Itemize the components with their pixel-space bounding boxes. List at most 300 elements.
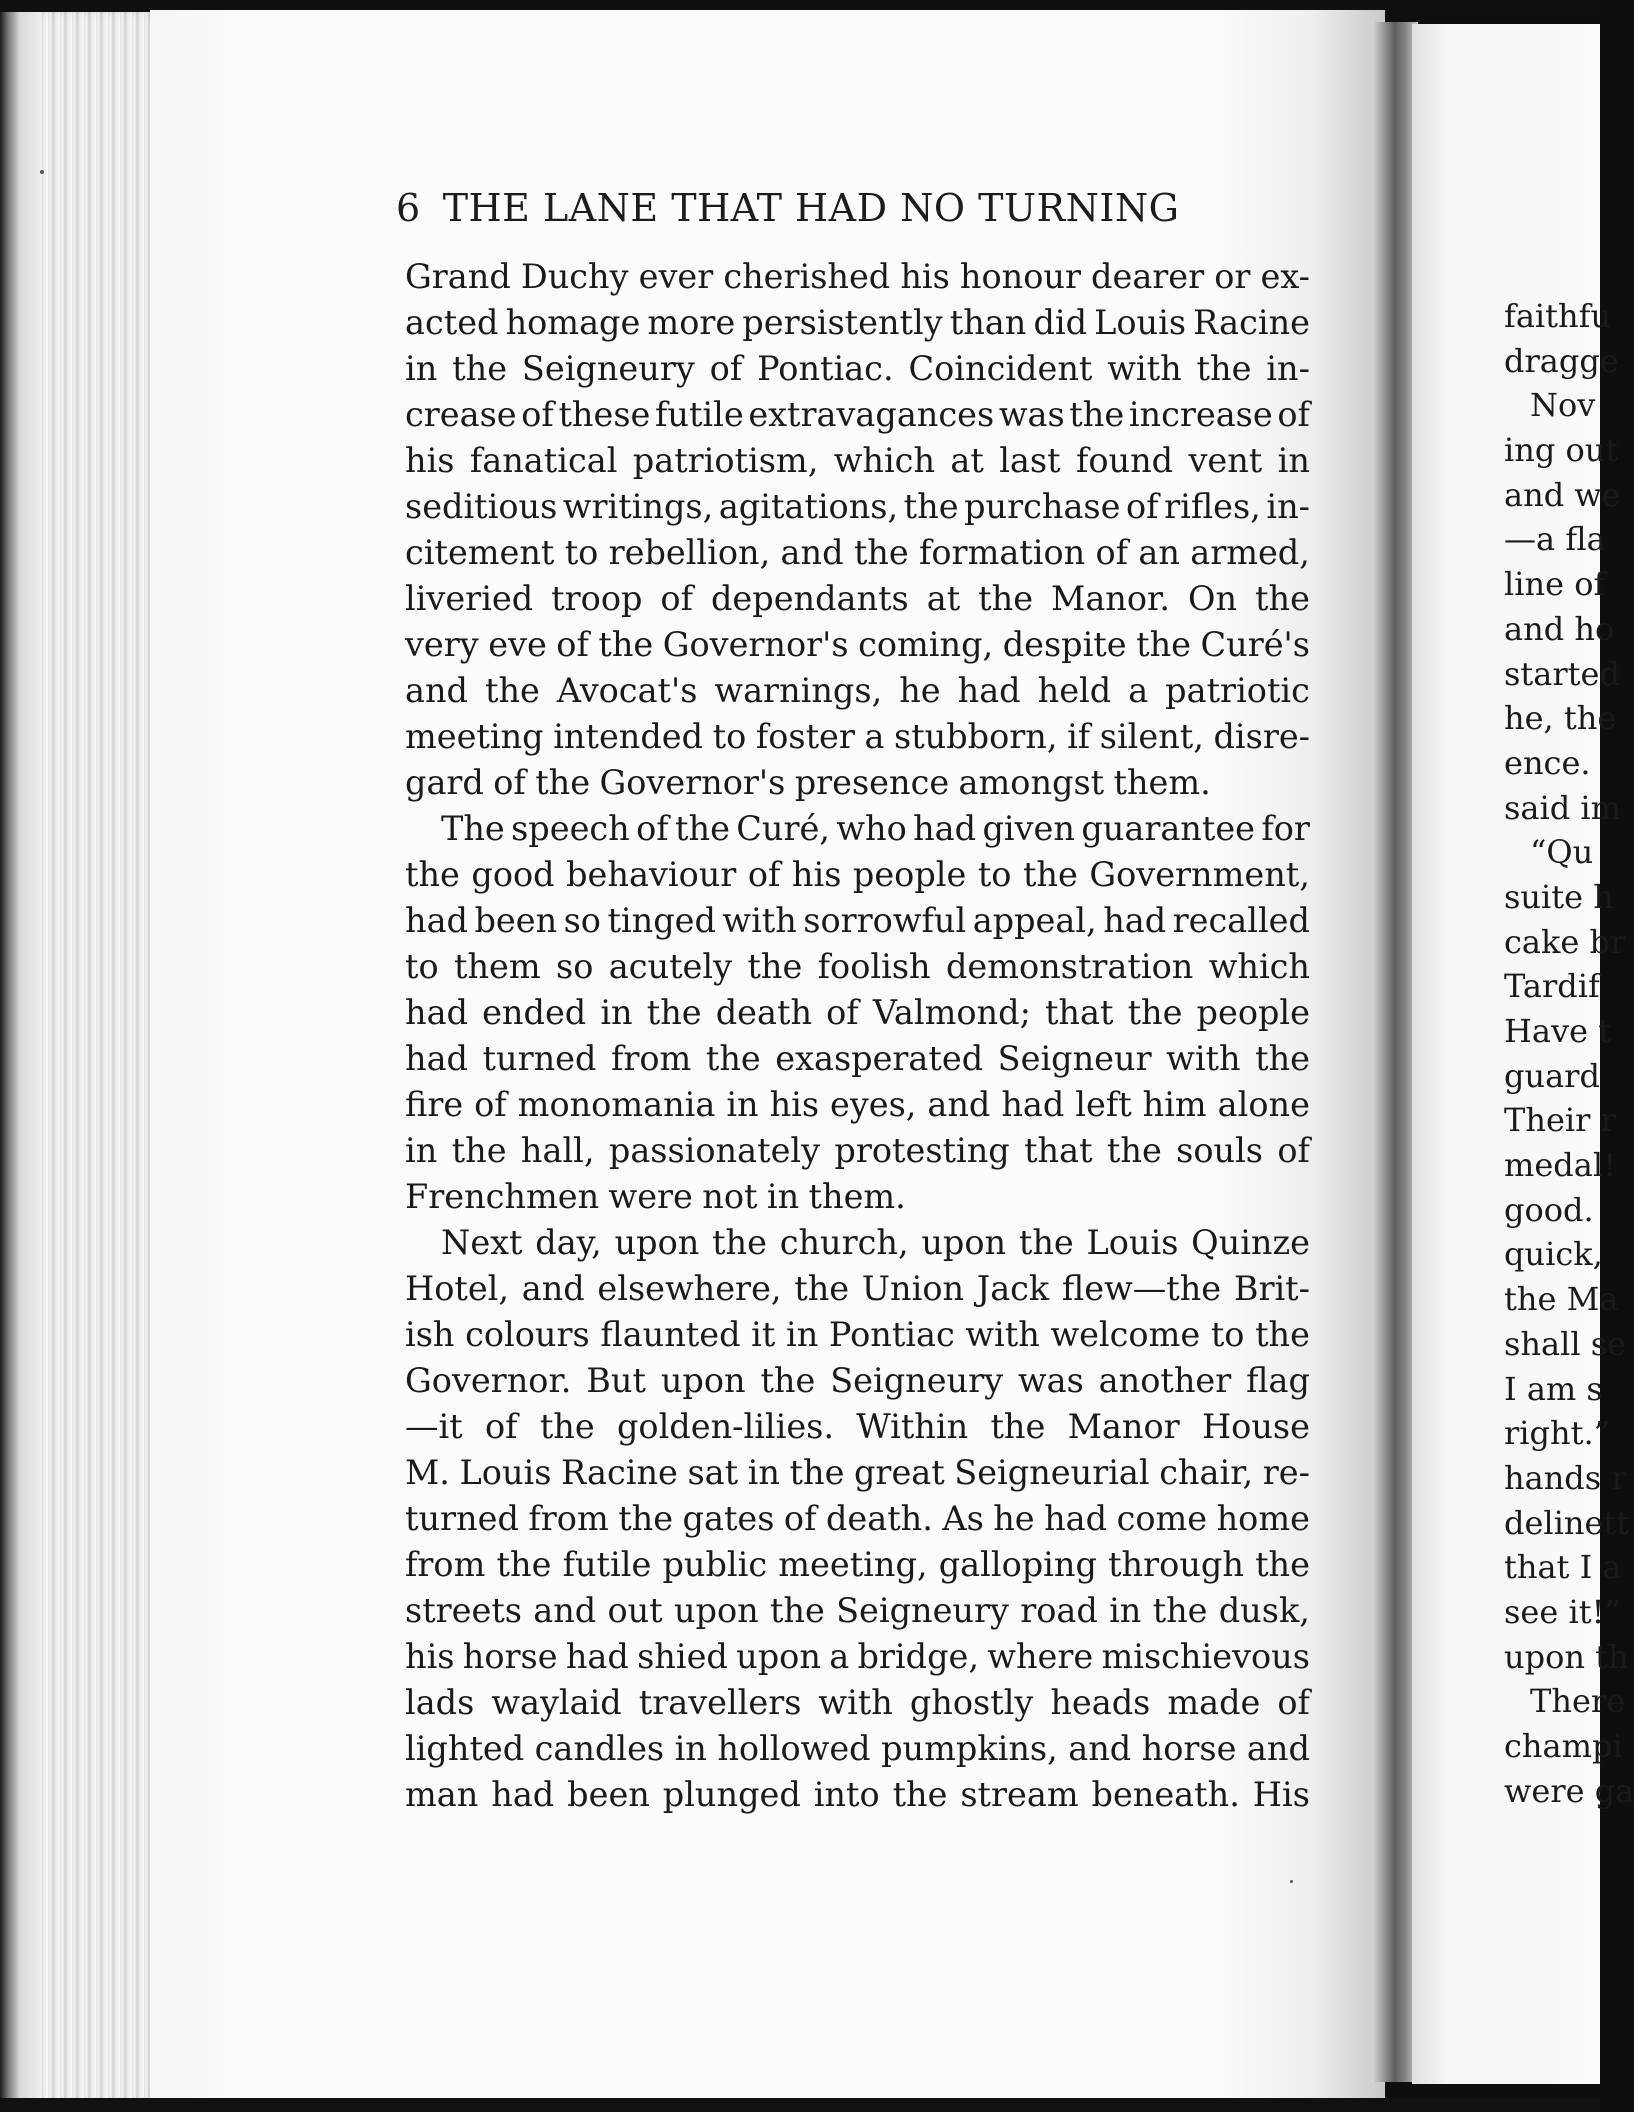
word: so (563, 901, 601, 940)
word: of (521, 395, 554, 434)
facing-text-fragment: see it!” (1504, 1592, 1621, 1631)
word: the (485, 671, 540, 710)
word: in (785, 1315, 819, 1354)
word: day, (535, 1223, 602, 1262)
word: monomania (517, 1085, 716, 1124)
text-line (405, 1634, 1310, 1680)
word: ever (638, 257, 714, 296)
word: travellers (638, 1683, 802, 1722)
word: Within (856, 1407, 969, 1446)
word: foster (755, 717, 855, 756)
word: at (926, 579, 961, 618)
word: despite (1002, 625, 1127, 664)
word: which (1208, 947, 1310, 986)
word: pumpkins, (881, 1729, 1058, 1768)
facing-page (1412, 24, 1634, 2084)
word: great (853, 1453, 945, 1492)
word: flag (1246, 1361, 1310, 1400)
word: with (722, 901, 797, 940)
text-line (405, 300, 1310, 346)
word: lighted (405, 1729, 525, 1768)
text-line (405, 1128, 1310, 1174)
word: flaunted (600, 1315, 741, 1354)
word: Union (861, 1269, 965, 1308)
word: Curé's (1200, 625, 1310, 664)
word: alone (1217, 1085, 1310, 1124)
word: out (607, 1591, 663, 1630)
word: homage (505, 303, 641, 342)
text-line (405, 1082, 1310, 1128)
word: warnings, (714, 671, 883, 710)
word: Louis (459, 1453, 552, 1492)
word: flew—the (1061, 1269, 1222, 1308)
page-body-text (405, 254, 1310, 1818)
word: armed, (1190, 533, 1310, 572)
word: death (715, 993, 813, 1032)
word: Governor's (599, 763, 786, 802)
word: behaviour (566, 855, 737, 894)
word: in (726, 1085, 759, 1124)
word: Quinze (1191, 1223, 1310, 1262)
word: of (826, 993, 859, 1032)
word: at (950, 441, 984, 480)
word: a (864, 717, 885, 756)
word: Valmond; (872, 993, 1031, 1032)
word: bridge, (857, 1637, 980, 1676)
page-number: 6 (396, 186, 421, 230)
word: the (1255, 579, 1310, 618)
text-line (405, 392, 1310, 438)
word: turned (482, 1039, 597, 1078)
word: was (998, 395, 1065, 434)
text-line (405, 668, 1310, 714)
facing-text-fragment: There (1530, 1682, 1626, 1721)
word: of (556, 625, 589, 664)
text-line (405, 254, 1310, 300)
word: amongst (958, 763, 1105, 802)
word: the (539, 1407, 595, 1446)
word: had (565, 1637, 629, 1676)
facing-text-fragment: hands r (1504, 1458, 1627, 1497)
word: persistently (742, 303, 943, 342)
word: or (1214, 257, 1251, 296)
word: with (818, 1683, 893, 1722)
word: Governor. (405, 1361, 572, 1400)
word: did (1033, 303, 1088, 342)
facing-text-fragment: “Qu (1530, 833, 1594, 872)
word: Seigneury (830, 1361, 1004, 1400)
word: the (747, 947, 803, 986)
facing-text-fragment: quick, (1504, 1235, 1603, 1274)
word: more (647, 303, 736, 342)
word: ish (405, 1315, 455, 1354)
word: intended (553, 717, 704, 756)
word: road (1020, 1591, 1098, 1630)
word: the (496, 1545, 552, 1584)
word: M. (405, 1453, 450, 1492)
word: On (1188, 579, 1238, 618)
word: to (1210, 1315, 1245, 1354)
word: of (709, 349, 743, 388)
word: them (454, 947, 541, 986)
word: who (836, 809, 907, 848)
word: and (1246, 1729, 1310, 1768)
word: had (1001, 1085, 1065, 1124)
word: that (1024, 1131, 1093, 1170)
word: him (1142, 1085, 1207, 1124)
word: Manor. (1051, 579, 1171, 618)
word: seditious (405, 487, 558, 526)
word: his (405, 441, 455, 480)
word: foolish (817, 947, 931, 986)
word: rebellion, (608, 533, 771, 572)
facing-text-fragment: good. (1504, 1190, 1594, 1229)
text-line (405, 622, 1310, 668)
facing-text-fragment: and we (1504, 475, 1621, 514)
word: of (1277, 1131, 1310, 1170)
word: Manor (1067, 1407, 1180, 1446)
word: come (1116, 1499, 1208, 1538)
text-line (405, 760, 1310, 806)
word: had (1103, 901, 1167, 940)
word: upon (673, 1591, 759, 1630)
word: public (662, 1545, 768, 1584)
word: the (1022, 855, 1078, 894)
word: not (702, 1177, 758, 1216)
word: these (558, 395, 651, 434)
word: gates (682, 1499, 775, 1538)
word: an (1138, 533, 1180, 572)
word: in (405, 1131, 438, 1170)
word: upon (736, 1637, 821, 1676)
word: upon (614, 1223, 700, 1262)
word: into (813, 1775, 880, 1814)
word: very (405, 625, 479, 664)
word: and (521, 1269, 585, 1308)
word: the (405, 855, 460, 894)
word: where (987, 1637, 1094, 1676)
word: the (1255, 1545, 1310, 1584)
facing-text-fragment: suite h (1504, 877, 1614, 916)
word: heads (1050, 1683, 1151, 1722)
word: protesting (834, 1131, 1010, 1170)
word: in (674, 1729, 707, 1768)
word: rifles, (1164, 487, 1261, 526)
word: from (405, 1545, 486, 1584)
word: futile (562, 1545, 652, 1584)
word: the (794, 1269, 850, 1308)
text-line (405, 1404, 1310, 1450)
word: But (586, 1361, 646, 1400)
word: gard (405, 763, 484, 802)
word: the (1069, 395, 1125, 434)
facing-text-fragment: dragge (1504, 341, 1619, 380)
word: Seigneurial (954, 1453, 1150, 1492)
word: of (1095, 533, 1129, 572)
word: waylaid (491, 1683, 622, 1722)
word: had (1044, 1499, 1108, 1538)
word: in (405, 349, 438, 388)
text-line (405, 806, 1310, 852)
word: shied (637, 1637, 728, 1676)
word: dearer (1091, 257, 1205, 296)
word: been (474, 901, 558, 940)
word: His (1252, 1775, 1310, 1814)
word: citement (405, 533, 555, 572)
word: beneath. (1091, 1775, 1240, 1814)
word: it (751, 1315, 776, 1354)
word: Frenchmen (405, 1177, 600, 1216)
word: had (491, 1775, 555, 1814)
facing-text-fragment: were ga (1504, 1771, 1634, 1810)
word: the (712, 1223, 767, 1262)
word: streets (405, 1591, 522, 1630)
word: Brit- (1233, 1269, 1310, 1308)
text-line (405, 1450, 1310, 1496)
word: speech (511, 809, 630, 848)
word: the (1106, 1131, 1162, 1170)
text-line (405, 990, 1310, 1036)
word: left (1075, 1085, 1132, 1124)
word: the (452, 349, 508, 388)
word: the (1255, 1039, 1310, 1078)
word: his (769, 1085, 820, 1124)
word: in (766, 1177, 800, 1216)
word: Grand (405, 257, 511, 296)
word: than (949, 303, 1027, 342)
word: honour (959, 257, 1081, 296)
word: his (900, 257, 950, 296)
word: galloping (938, 1545, 1097, 1584)
word: fire (405, 1085, 464, 1124)
word: Avocat's (556, 671, 698, 710)
word: welcome (1050, 1315, 1201, 1354)
word: in (1277, 441, 1310, 480)
word: patriotic (1165, 671, 1310, 710)
word: to (564, 533, 599, 572)
word: exasperated (775, 1039, 984, 1078)
facing-text-fragment: ence. (1504, 743, 1591, 782)
word: turned (405, 1499, 519, 1538)
facing-text-fragment: guard (1504, 1056, 1600, 1095)
word: Next (441, 1223, 523, 1262)
word: last (999, 441, 1061, 480)
facing-text-fragment: Tardif (1504, 967, 1600, 1006)
word: Seigneury (521, 349, 695, 388)
text-line (405, 1036, 1310, 1082)
word: another (1098, 1361, 1232, 1400)
word: hall, (520, 1131, 595, 1170)
word: mischievous (1101, 1637, 1310, 1676)
word: elsewhere, (597, 1269, 782, 1308)
word: meeting (405, 717, 544, 756)
word: the (892, 1775, 948, 1814)
word: home (1216, 1499, 1310, 1538)
word: in- (1266, 487, 1310, 526)
word: had (405, 993, 468, 1032)
word: Coincident (908, 349, 1093, 388)
word: the (451, 1131, 507, 1170)
word: with (1107, 349, 1182, 388)
word: futile (654, 395, 744, 434)
word: of (493, 763, 526, 802)
word: to (977, 855, 1012, 894)
word: silent, (1099, 717, 1204, 756)
word: ex- (1260, 257, 1310, 296)
word: eve (488, 625, 547, 664)
text-line (405, 1772, 1310, 1818)
word: and (405, 671, 468, 710)
word: stubborn, (894, 717, 1058, 756)
word: acutely (608, 947, 733, 986)
text-line (405, 1312, 1310, 1358)
word: liveried (405, 579, 534, 618)
word: Government, (1089, 855, 1310, 894)
word: that (1044, 993, 1114, 1032)
word: the (1196, 349, 1252, 388)
word: to (712, 717, 747, 756)
word: of (1277, 1683, 1310, 1722)
word: Racine (561, 1453, 678, 1492)
word: —it (405, 1407, 463, 1446)
word: hollowed (717, 1729, 871, 1768)
word: the (903, 487, 959, 526)
word: and (780, 533, 844, 572)
facing-text-fragment: cake br (1504, 922, 1626, 961)
facing-text-fragment: started (1504, 654, 1620, 693)
word: formation (918, 533, 1086, 572)
word: man (405, 1775, 479, 1814)
word: plunged (662, 1775, 801, 1814)
facing-text-fragment: said im (1504, 788, 1621, 827)
word: them. (808, 1177, 906, 1216)
facing-text-fragment: he, the (1504, 699, 1617, 738)
word: the (789, 1453, 845, 1492)
word: of (1125, 487, 1159, 526)
facing-text-fragment: and ho (1504, 609, 1615, 648)
word: upon (921, 1223, 1007, 1262)
word: Governor's (662, 625, 849, 664)
word: Racine (1193, 303, 1310, 342)
word: people (852, 855, 967, 894)
facing-text-fragment: medal! (1504, 1146, 1616, 1185)
word: he (993, 1499, 1035, 1538)
word: writings, (562, 487, 714, 526)
word: so (556, 947, 594, 986)
word: of (484, 1407, 518, 1446)
word: them. (1113, 763, 1211, 802)
word: which (833, 441, 936, 480)
word: the (978, 579, 1034, 618)
word: given (982, 809, 1075, 848)
text-line (405, 1496, 1310, 1542)
word: of (1277, 395, 1310, 434)
word: souls (1176, 1131, 1263, 1170)
word: good (471, 855, 555, 894)
word: chair, (1159, 1453, 1254, 1492)
word: he (899, 671, 941, 710)
word: recalled (1172, 901, 1310, 940)
facing-text-fragment: delinett (1504, 1503, 1630, 1542)
facing-text-fragment: upon th (1504, 1637, 1629, 1676)
word: death. (825, 1499, 933, 1538)
text-line (405, 944, 1310, 990)
facing-text-fragment: I am s (1504, 1369, 1603, 1408)
text-line (405, 1542, 1310, 1588)
word: Seigneury (836, 1591, 1009, 1630)
word: Louis (1086, 1223, 1179, 1262)
word: fanatical (469, 441, 618, 480)
facing-text-fragment: the Ma (1504, 1280, 1619, 1319)
word: candles (534, 1729, 665, 1768)
word: the (1018, 1223, 1074, 1262)
word: patriotism, (632, 441, 819, 480)
word: tinged (607, 901, 716, 940)
text-line (405, 484, 1310, 530)
text-line (405, 346, 1310, 392)
word: the (1255, 1315, 1310, 1354)
word: the (675, 809, 730, 848)
word: stream (960, 1775, 1079, 1814)
running-title: THE LANE THAT HAD NO TURNING (442, 186, 1180, 230)
word: been (567, 1775, 650, 1814)
word: Seigneur (997, 1039, 1152, 1078)
word: of (474, 1085, 507, 1124)
text-line (405, 1174, 1310, 1220)
word: House (1201, 1407, 1310, 1446)
word: coming, (858, 625, 994, 664)
word: The (441, 809, 505, 848)
word: disre- (1213, 717, 1310, 756)
word: colours (465, 1315, 590, 1354)
word: and (533, 1591, 597, 1630)
word: passionately (608, 1131, 821, 1170)
facing-text-fragment: ing out (1504, 431, 1619, 470)
word: Jack (976, 1269, 1050, 1308)
word: troop (551, 579, 643, 618)
word: the (646, 993, 702, 1032)
word: and (927, 1085, 991, 1124)
word: Louis (1094, 303, 1187, 342)
word: Curé, (736, 809, 830, 848)
word: guarantee (1081, 809, 1255, 848)
word: the (535, 763, 591, 802)
word: his (791, 855, 842, 894)
word: Pontiac (828, 1315, 955, 1354)
word: through (1108, 1545, 1244, 1584)
word: the (853, 533, 909, 572)
word: with (1166, 1039, 1241, 1078)
word: horse (462, 1637, 558, 1676)
text-line (405, 1726, 1310, 1772)
word: ghostly (909, 1683, 1034, 1722)
word: Hotel, (405, 1269, 510, 1308)
word: dependants (710, 579, 909, 618)
word: had (957, 671, 1021, 710)
word: his (405, 1637, 455, 1676)
word: of (783, 1499, 817, 1538)
book-left-edges (0, 12, 160, 2102)
word: Pontiac. (757, 349, 894, 388)
word: the (990, 1407, 1046, 1446)
word: eyes, (830, 1085, 917, 1124)
word: the (1152, 1591, 1208, 1630)
word: sat (687, 1453, 739, 1492)
facing-page-text (1504, 294, 1634, 1813)
word: crease (405, 395, 517, 434)
facing-text-fragment: Have t (1504, 1012, 1612, 1050)
word: the (618, 1499, 674, 1538)
